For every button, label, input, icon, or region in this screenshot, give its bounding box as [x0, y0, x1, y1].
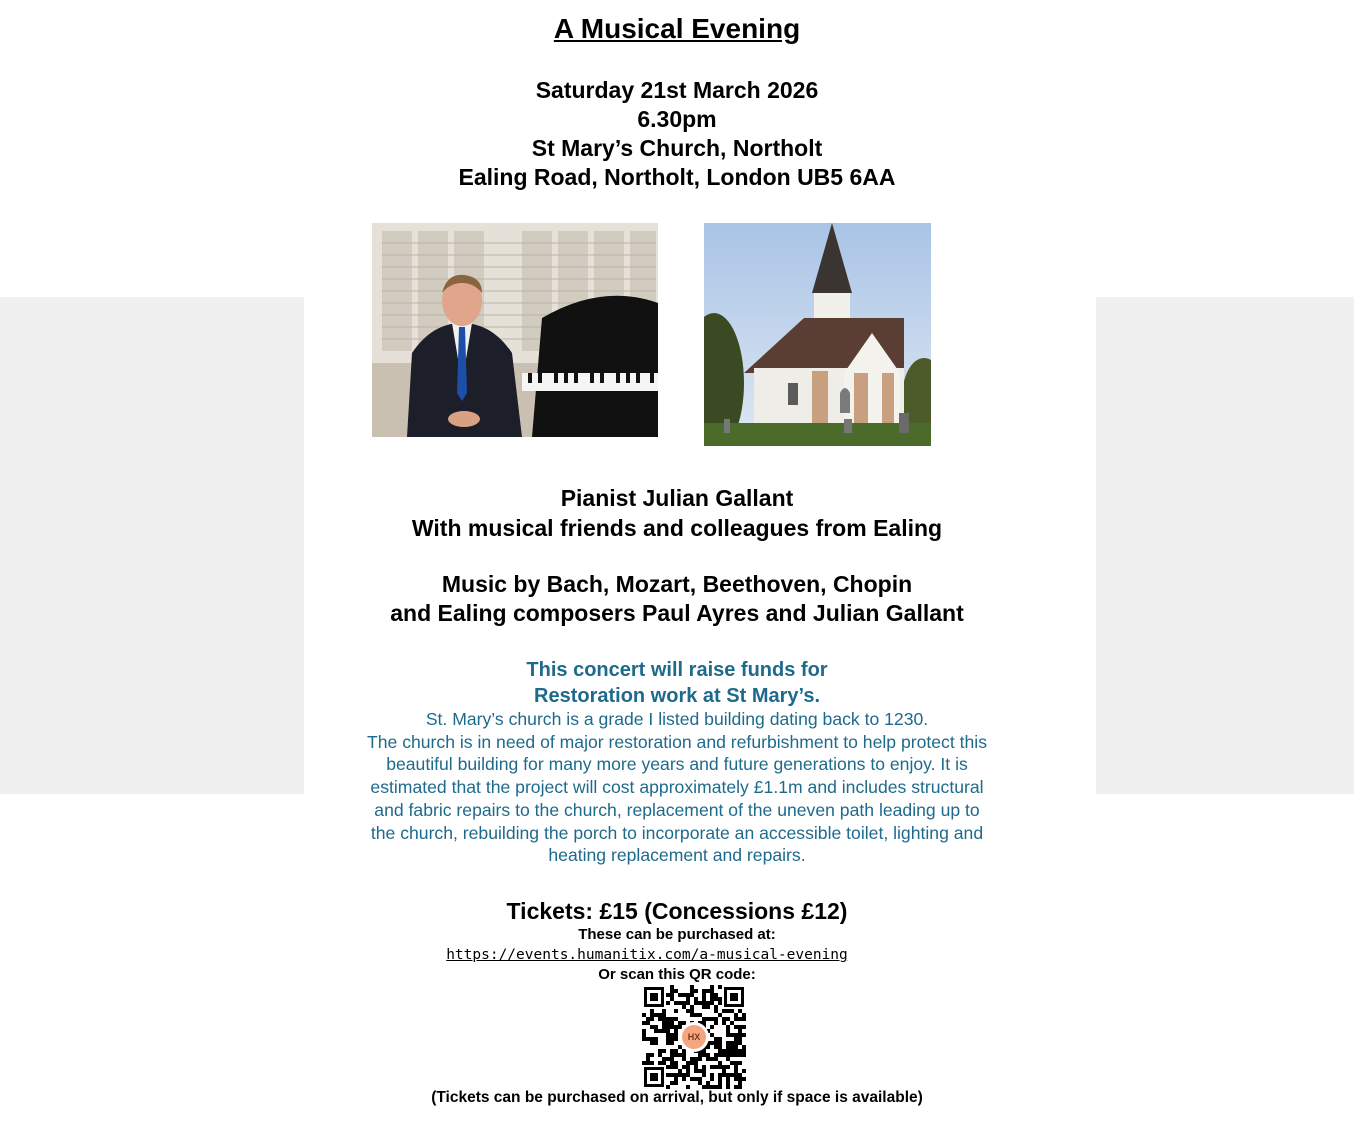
fundraising-heading	[0, 657, 1354, 709]
fundraising-text-line: estimated that the project will cost approximately £1.1m and includes structural	[370, 777, 984, 798]
event-details	[0, 76, 1354, 192]
fundraising-text-line: heating replacement and repairs.	[548, 845, 806, 866]
fundraising-text-line: and fabric repairs to the church, replacement of the uneven path leading up to	[374, 799, 980, 820]
fundraising-text-line: the church, rebuilding the porch to incorporate an accessible toilet, lighting and	[370, 822, 984, 843]
music-section	[0, 570, 1354, 628]
poster-title: A Musical Evening	[553, 13, 801, 44]
church-photo	[704, 223, 931, 446]
fundraising-text-line: St. Mary’s church is a grade I listed building dating back to 1230.	[425, 709, 929, 729]
fundraising-heading-line-2: Restoration work at St Mary’s.	[534, 685, 820, 707]
qr-code[interactable]	[642, 985, 746, 1089]
event-time: 6.30pm	[637, 106, 717, 132]
qr-code-graphic	[642, 985, 746, 1089]
performer-section	[0, 483, 1354, 543]
ticket-link[interactable]: https://events.humanitix.com/a-musical-evening	[446, 947, 848, 963]
fundraising-text-line: beautiful building for many more years and future generations to enjoy. It is	[386, 754, 968, 775]
event-address: Ealing Road, Northolt, London UB5 6AA	[458, 164, 896, 190]
ticket-price: Tickets: £15 (Concessions £12)	[506, 898, 848, 924]
pianist-photo	[372, 223, 658, 437]
fundraising-heading-line-1: This concert will raise funds for	[526, 659, 828, 681]
fundraising-description	[0, 708, 1354, 867]
purchase-label: These can be purchased at:	[578, 926, 776, 943]
qr-label: Or scan this QR code:	[598, 966, 756, 983]
performer-subtitle: With musical friends and colleagues from Ealing	[411, 515, 943, 541]
music-line-2: and Ealing composers Paul Ayres and Julian Gallant	[390, 600, 964, 626]
arrival-note: (Tickets can be purchased on arrival, but only if space is available)	[431, 1089, 923, 1106]
qr-logo-text: HX	[687, 1032, 701, 1042]
fundraising-text-line: The church is in need of major restoration and refurbishment to help protect this	[366, 731, 988, 752]
music-line-1: Music by Bach, Mozart, Beethoven, Chopin	[441, 571, 913, 597]
event-date: Saturday 21st March 2026	[535, 77, 819, 103]
performer-name: Pianist Julian Gallant	[560, 485, 794, 511]
event-venue: St Mary’s Church, Northolt	[531, 135, 823, 161]
